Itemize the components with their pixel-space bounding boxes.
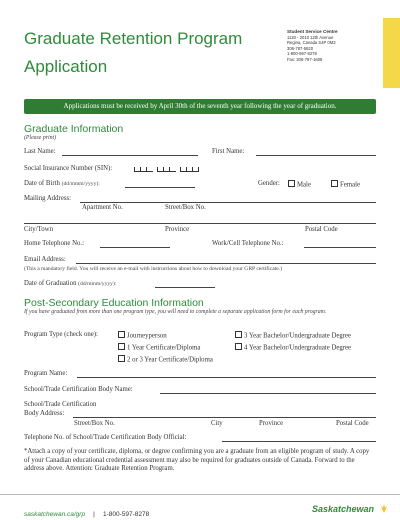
body-province-label: Province bbox=[259, 420, 284, 427]
body-phone-label: Telephone No. of School/Trade Certification Body Official: bbox=[24, 434, 187, 441]
graduate-info-heading: Graduate Information bbox=[24, 123, 124, 135]
email-field[interactable] bbox=[76, 263, 376, 264]
street-label: Street/Box No. bbox=[165, 204, 206, 211]
contact-address2: Regina, Canada S4P 0M3 bbox=[287, 40, 336, 46]
postal-code-label: Postal Code bbox=[305, 226, 338, 233]
post-secondary-note: If you have graduated from more than one program type, you will need to complete a separate application form for each program. bbox=[24, 309, 327, 315]
apartment-label: Apartment No. bbox=[82, 204, 123, 211]
body-address-label-2: Body Address: bbox=[24, 410, 65, 417]
work-phone-label: Work/Cell Telephone No.: bbox=[212, 240, 284, 247]
saskatchewan-logo-text: Saskatchewan bbox=[312, 504, 375, 514]
contact-fax: Fax: 306-787-1608 bbox=[287, 56, 323, 62]
home-phone-label: Home Telephone No.: bbox=[24, 240, 84, 247]
sin-label: Social Insurance Number (SIN): bbox=[24, 165, 113, 172]
body-address-field[interactable] bbox=[73, 417, 376, 418]
mailing-address-label: Mailing Address: bbox=[24, 195, 72, 202]
form-title-line2: Application bbox=[24, 57, 108, 76]
footer-contact bbox=[24, 501, 149, 520]
gender-female-option[interactable]: Female bbox=[331, 180, 360, 190]
last-name-field[interactable] bbox=[62, 155, 198, 156]
deadline-banner: Applications must be received by April 30th of the seventh year following the year of graduation. bbox=[24, 99, 376, 114]
program-name-field[interactable] bbox=[77, 377, 376, 378]
attachment-footnote: *Attach a copy of your certificate, diploma, or degree confirming you are a graduate from an eligible program of study. A copy of your Canadian educational credential assessment may also be required for graduates outside of Canada. Forward to the address above. Attention: Graduate Retention Program. bbox=[24, 448, 370, 473]
program-name-label: Program Name: bbox=[24, 370, 68, 377]
body-postal-label: Postal Code bbox=[336, 420, 369, 427]
home-phone-field[interactable] bbox=[100, 247, 170, 248]
body-city-label: City bbox=[211, 420, 223, 427]
saskatchewan-logo bbox=[312, 497, 389, 516]
contact-block bbox=[287, 29, 338, 63]
program-option-journeyperson[interactable]: Journeyperson bbox=[118, 331, 167, 341]
program-option-4yr-degree[interactable]: 4 Year Bachelor/Undergraduate Degree bbox=[235, 343, 351, 353]
footer-separator: | bbox=[93, 511, 95, 518]
contact-phone2: 1-800-597-8278 bbox=[287, 51, 317, 57]
first-name-label: First Name: bbox=[212, 148, 245, 155]
2-3yr-certificate-checkbox[interactable] bbox=[118, 355, 125, 362]
province-label: Province bbox=[165, 226, 190, 233]
grad-date-label: Date of Graduation (dd/mmm/yyyy): bbox=[24, 280, 117, 287]
program-option-1yr-certificate[interactable]: 1 Year Certificate/Diploma bbox=[118, 343, 200, 353]
form-title-line1: Graduate Retention Program bbox=[24, 29, 243, 48]
journeyperson-checkbox[interactable] bbox=[118, 331, 125, 338]
1yr-certificate-checkbox[interactable] bbox=[118, 343, 125, 350]
3yr-degree-checkbox[interactable] bbox=[235, 331, 242, 338]
contact-phone1: 306-787-5620 bbox=[287, 45, 314, 51]
city-label: City/Town bbox=[24, 226, 53, 233]
body-phone-field[interactable] bbox=[222, 441, 376, 442]
gender-label: Gender: bbox=[258, 180, 280, 187]
body-street-label: Street/Box No. bbox=[74, 420, 115, 427]
male-checkbox[interactable] bbox=[288, 180, 295, 187]
program-option-3yr-degree[interactable]: 3 Year Bachelor/Undergraduate Degree bbox=[235, 331, 351, 341]
yellow-tab bbox=[383, 18, 400, 88]
footer-phone: 1-800-597-8278 bbox=[102, 511, 150, 518]
dob-field[interactable] bbox=[125, 187, 195, 188]
body-address-label-1: School/Trade Certification bbox=[24, 401, 97, 408]
footer-divider bbox=[0, 494, 400, 495]
4yr-degree-checkbox[interactable] bbox=[235, 343, 242, 350]
body-name-label: School/Trade Certification Body Name: bbox=[24, 386, 133, 393]
female-checkbox[interactable] bbox=[331, 180, 338, 187]
email-label: Email Address: bbox=[24, 256, 66, 263]
first-name-field[interactable] bbox=[256, 155, 376, 156]
gender-male-option[interactable]: Male bbox=[288, 180, 311, 190]
program-type-label: Program Type (check one): bbox=[24, 331, 98, 338]
contact-org: Student Service Centre bbox=[287, 29, 338, 34]
grad-date-field[interactable] bbox=[155, 287, 215, 288]
work-phone-field[interactable] bbox=[304, 247, 376, 248]
mailing-address-field[interactable] bbox=[80, 202, 376, 203]
last-name-label: Last Name: bbox=[24, 148, 56, 155]
post-secondary-heading: Post-Secondary Education Information bbox=[24, 297, 204, 309]
program-option-2-3yr-certificate[interactable]: 2 or 3 Year Certificate/Diploma bbox=[118, 355, 213, 365]
email-note: (This a mandatory field. You will receive an e-mail with instructions about how to download your GRP certificate.) bbox=[24, 266, 282, 272]
city-province-field[interactable] bbox=[24, 223, 376, 224]
please-print-note: (Please print) bbox=[24, 135, 57, 141]
dob-label: Date of Birth (dd/mmm/yyyy): bbox=[24, 180, 100, 187]
contact-address1: 1120 - 2010 12th Avenue bbox=[287, 34, 334, 40]
body-name-field[interactable] bbox=[160, 393, 376, 394]
footer-url[interactable]: saskatchewan.ca/grp bbox=[24, 511, 86, 518]
wheat-icon bbox=[379, 504, 389, 513]
